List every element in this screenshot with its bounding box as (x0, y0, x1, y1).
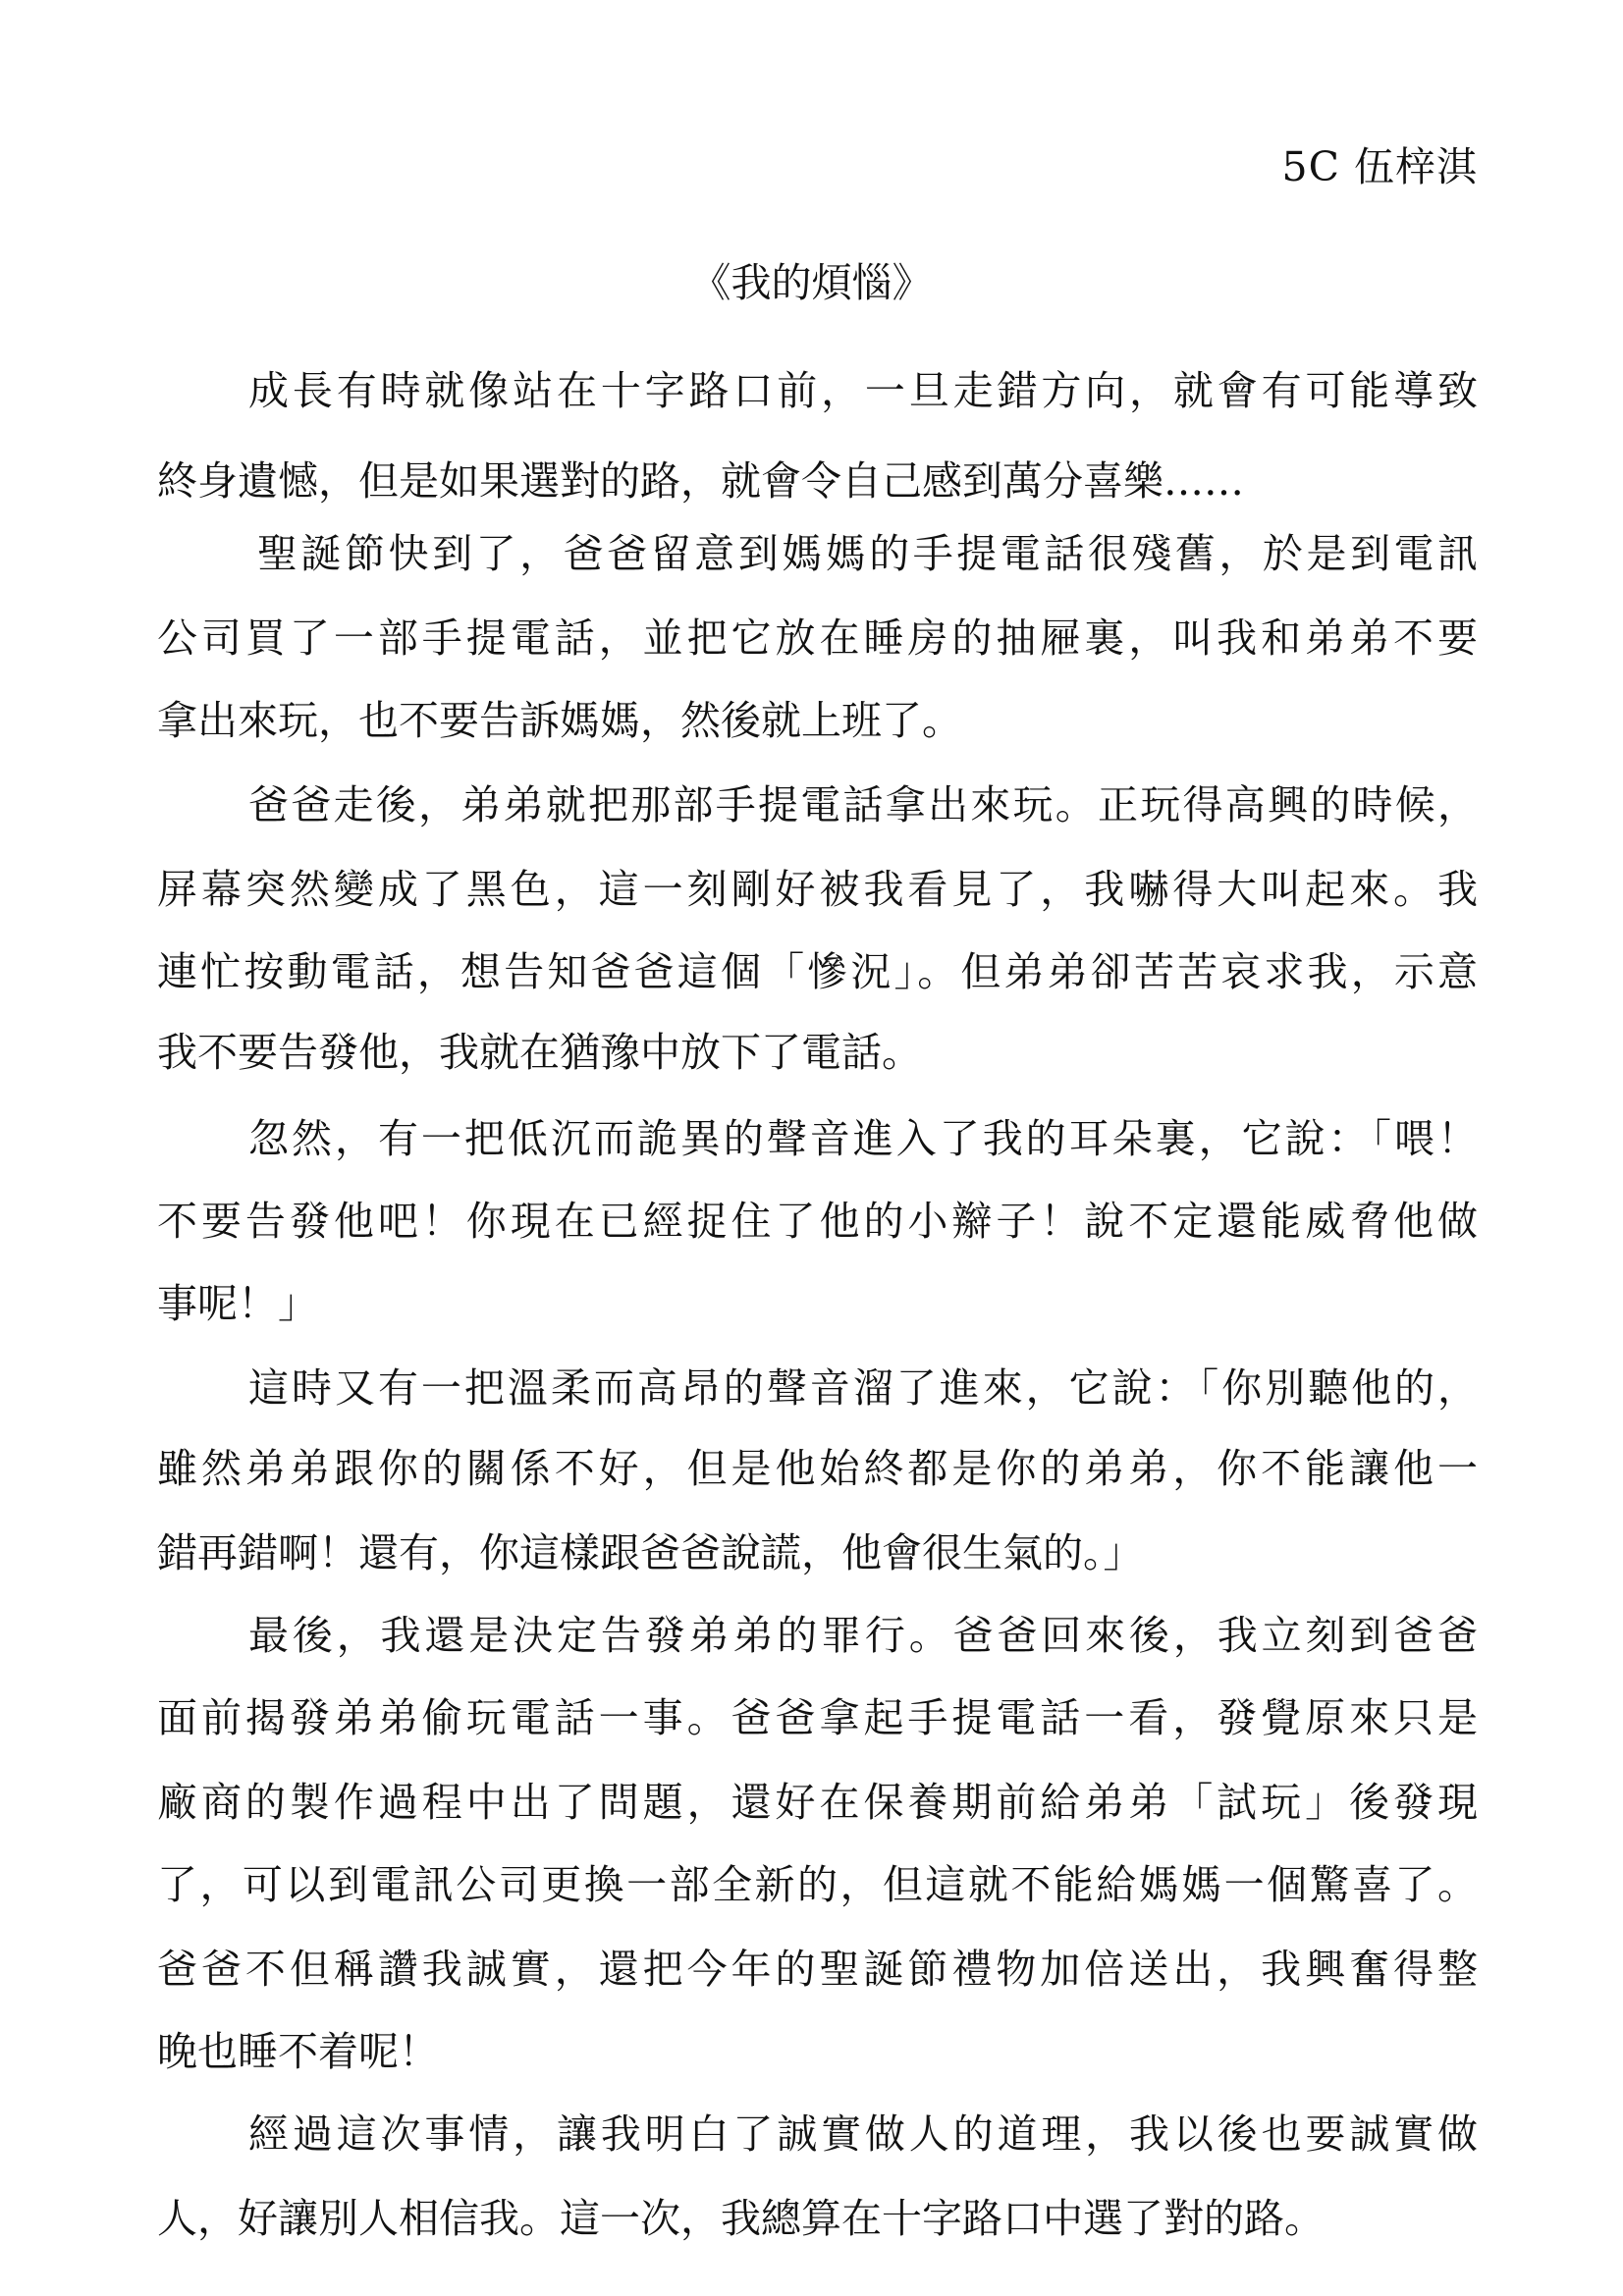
essay-line: 經過這次事情，讓我明白了誠實做人的道理，我以後也要誠實做 (248, 2110, 1478, 2158)
essay-line: 公司買了一部手提電話，並把它放在睡房的抽屜裏，叫我和弟弟不要 (157, 614, 1478, 662)
essay-line: 了，可以到電訊公司更換一部全新的，但這就不能給媽媽一個驚喜了。 (157, 1861, 1478, 1908)
essay-line: 拿出來玩，也不要告訴媽媽，然後就上班了。 (157, 697, 962, 744)
essay-line: 成長有時就像站在十字路口前，一旦走錯方向，就會有可能導致 (248, 367, 1478, 414)
essay-line: 聖誕節快到了，爸爸留意到媽媽的手提電話很殘舊，於是到電訊 (257, 530, 1478, 577)
essay-line: 不要告發他吧！你現在已經捉住了他的小辮子！說不定還能威脅他做 (157, 1198, 1478, 1245)
essay-title: 《我的煩惱》 (690, 259, 933, 306)
essay-line: 屏幕突然變成了黑色，這一刻剛好被我看見了，我嚇得大叫起來。我 (157, 866, 1478, 913)
essay-line: 我不要告發他，我就在猶豫中放下了電話。 (157, 1029, 922, 1076)
essay-line: 人，好讓別人相信我。這一次，我總算在十字路口中選了對的路。 (157, 2195, 1325, 2242)
essay-line: 這時又有一把溫柔而高昂的聲音溜了進來，它說：「你別聽他的， (248, 1364, 1478, 1412)
essay-line: 面前揭發弟弟偷玩電話一事。爸爸拿起手提電話一看，發覺原來只是 (157, 1694, 1478, 1741)
essay-line: 晚也睡不着呢！ (157, 2028, 439, 2075)
essay-line: 錯再錯啊！還有，你這樣跟爸爸說謊，他會很生氣的。」 (157, 1529, 1144, 1576)
essay-line: 連忙按動電話，想告知爸爸這個「慘況」。但弟弟卻苦苦哀求我，示意 (157, 948, 1478, 995)
essay-line: 最後，我還是決定告發弟弟的罪行。爸爸回來後，我立刻到爸爸 (248, 1612, 1478, 1659)
essay-line: 終身遺憾，但是如果選對的路，就會令自己感到萬分喜樂…… (157, 457, 1244, 505)
essay-line: 廠商的製作過程中出了問題，還好在保養期前給弟弟「試玩」後發現 (157, 1779, 1478, 1826)
author-label: 5C 伍梓淇 (1281, 143, 1478, 190)
essay-line: 爸爸走後，弟弟就把那部手提電話拿出來玩。正玩得高興的時候， (248, 781, 1478, 828)
essay-line: 忽然，有一把低沉而詭異的聲音進入了我的耳朵裏，它說：「喂！ (248, 1115, 1478, 1162)
essay-line: 事呢！」 (157, 1280, 318, 1327)
essay-line: 雖然弟弟跟你的關係不好，但是他始終都是你的弟弟，你不能讓他一 (157, 1445, 1478, 1492)
essay-line: 爸爸不但稱讚我誠實，還把今年的聖誕節禮物加倍送出，我興奮得整 (157, 1946, 1478, 1993)
